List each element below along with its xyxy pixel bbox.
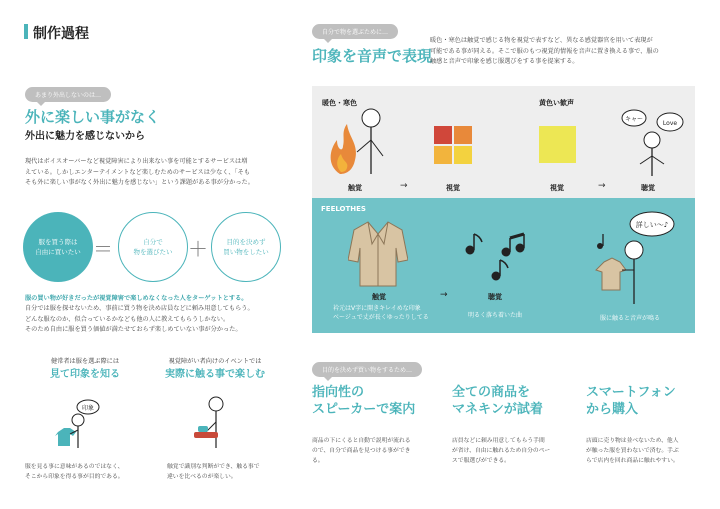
touch-label-2: 触覚: [372, 293, 386, 301]
hear-label-1: 聴覚: [641, 184, 655, 192]
feature-3-desc: 店頭に売り物は並べないため、他人 が触った服を買わないで済む。手ぶ らで店内を回れ商品に触れやすい。: [586, 438, 679, 464]
arrow-1: →: [400, 181, 408, 191]
pill-left: あまり外出しないのは…: [25, 87, 111, 102]
pill-right: 自分で物を選ぶために…: [312, 24, 398, 39]
pill-right-2: 目的を決めず買い物をするため…: [312, 362, 422, 377]
intro-right: 暖色・寒色は触覚で感じる物を視覚で表すなど、異なる感覚器官を用いて表現が 可能である事が同える。そこで服のもつ視覚的情報を音声に置き換える事で、服の 触感と音声で印象を感じ服選びをする事を提案する。: [430, 37, 659, 65]
touch-label-1: 触覚: [348, 184, 362, 192]
bubble-a-text: 印象: [81, 405, 95, 412]
person-coat-sound-illustration: [590, 210, 680, 306]
cheering-person-illustration: [620, 104, 688, 176]
desc-touch: 衿元はV字に開きキレイめな印象 ベージュで丈が長くゆったりしてる: [333, 305, 429, 321]
headline-right: 印象を音声で表現: [312, 47, 433, 65]
desc-hear: 明るく落ち着いた曲: [468, 312, 523, 319]
bubble-b-text-2: Love: [662, 120, 678, 127]
feature-1-title: 指向性の スピーカーで案内: [312, 385, 416, 417]
desc-combo: 服に触ると音声が鳴る: [600, 315, 661, 322]
yellow-swatch: [539, 126, 576, 163]
target-statement: 服の買い物が好きだったが視覚障害で楽しめなくなった人をターゲットとする。: [25, 295, 248, 302]
hear-label-2: 聴覚: [488, 293, 502, 301]
warm-label: 暖色・寒色: [322, 99, 357, 107]
yellow-label: 黄色い歓声: [539, 99, 574, 107]
feature-2-title: 全ての商品を マネキンが試着: [452, 385, 543, 417]
page-title: 制作過程: [33, 26, 89, 42]
sight-label-1: 視覚: [446, 184, 460, 192]
body2: 自分では服を探せないため、事前に買う物を決め店員などに頼み用意してもらう。 どんな服なのか、似合っているかなども他の人に教えてもらうしかない。 そのため自由に服を買う価値が満たせておらず楽しめていない事が分かった。: [25, 305, 254, 333]
feature-3-title: スマートフォン から購入: [586, 385, 676, 417]
circle-choose-self: 自分で 物を選びたい: [118, 212, 188, 282]
warm-cool-swatches: [434, 126, 474, 166]
feature-2-desc: 店員などに頼み用意してもらう手間 が省け、自由に触れるため自分のペー スで服選びができる。: [452, 438, 551, 464]
arrow-3: →: [440, 290, 448, 300]
section-b-head: 視覚障がい者向けのイベントでは 実際に触る事で楽しむ: [165, 358, 265, 380]
music-notes-illustration: [462, 232, 532, 282]
plus-sign: ＋: [188, 237, 208, 261]
section-a-head: 健常者は服を選ぶ際には 見て印象を知る: [50, 358, 120, 380]
coat-illustration: [348, 220, 408, 288]
caption-a: 服を見る事に意味があるのではなく、 そこから印象を得る事が目的である。: [25, 464, 124, 480]
flame-person-illustration: [325, 104, 395, 176]
person-look-illustration: [50, 390, 110, 452]
sight-label-2: 視覚: [550, 184, 564, 192]
subheadline-left: 外出に魅力を感じないから: [25, 131, 145, 142]
caption-b: 触覚で識別な判断ができ、触る事で 違いを比べるのが楽しい。: [167, 464, 260, 480]
arrow-2: →: [598, 181, 606, 191]
person-touch-illustration: [190, 392, 240, 452]
circle-free-buy: 服を買う際は 自由に買いたい: [23, 212, 93, 282]
title-bar: [24, 24, 28, 39]
bubble-c-text: 詳しい～♪: [635, 221, 669, 229]
headline-left: 外に楽しい事がなく: [25, 108, 161, 126]
panel-title: FEELOTHES: [321, 205, 366, 213]
bubble-b-text-1: キャー: [624, 116, 644, 123]
equals-sign: ＝: [93, 237, 113, 261]
circle-no-goal: 目的を決めず 買い物をしたい: [211, 212, 281, 282]
feature-1-desc: 商品の下にくると自動で説明が流れる ので、自分で商品を見つける事ができ る。: [312, 438, 411, 464]
body1: 現代はボイスオーバーなど視覚障害により出来ない事を可能とするサービスは増 えている。しかしエンターテイメントなど楽しむためのサービスは少なく、「そも そも外に楽しい事がなく外出に魅力を感じない」という課題がある事が分かった。: [25, 158, 254, 186]
